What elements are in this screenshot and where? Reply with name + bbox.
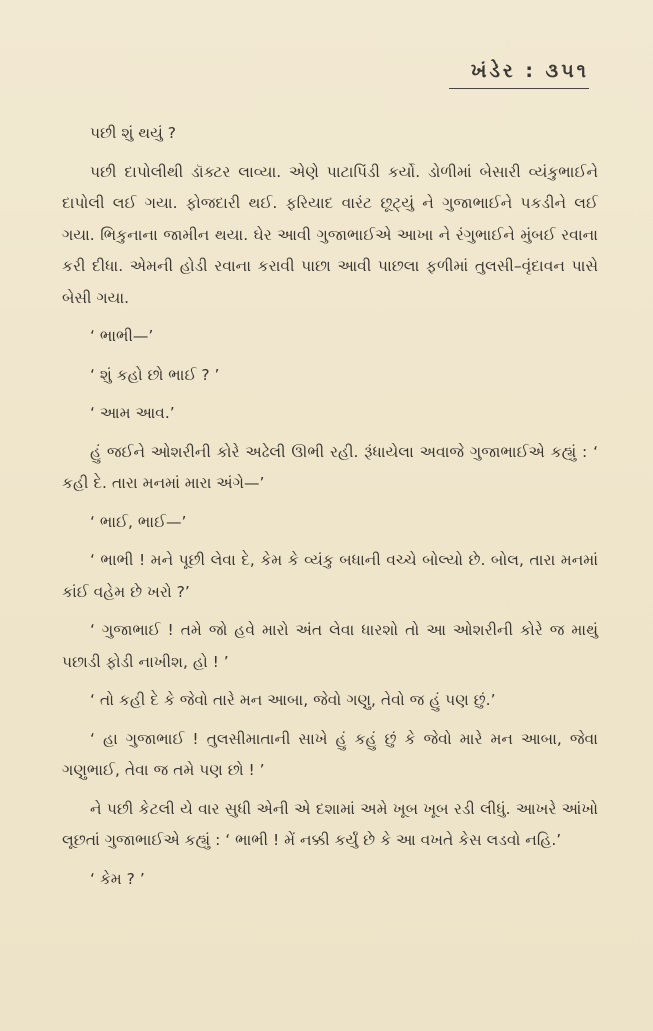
paragraph: ‘ ભાભી ! મને પૂછી લેવા દે, કેમ કે વ્યંકુ બધાની વચ્ચે બોલ્યો છે. બોલ, તારા મનમાં કાંઈ વહેમ છે ખરો ?’ <box>62 551 598 601</box>
paragraph: પછી શું થયું ? <box>90 124 177 142</box>
paragraph: ‘ ભાઈ, ભાઈ—’ <box>90 512 187 531</box>
paragraph: ‘ હા ગુજાભાઈ ! તુલસીમાતાની સાખે હું કહું છું કે જેવો મારે મન આબા, જેવા ગણુભાઈ, તેવા જ તમે પણ છો ! ’ <box>62 729 598 779</box>
page-number: ખંડેર : ૩૫૧ <box>470 60 589 82</box>
paragraph: ‘ કેમ ? ’ <box>90 869 145 888</box>
paragraph: હું જઈને ઓશરીની કોરે અઢેલી ઊભી રહી. રૂંધાયેલા અવાજે ગુજાભાઈએ કહ્યું : ‘ કહી દે. તારા મનમાં મારા અંગે—’ <box>62 442 598 492</box>
paragraph: ‘ ભાભી—’ <box>90 327 154 345</box>
paragraph: પછી દાપોલીથી ડૉક્ટર લાવ્યા. એણે પાટાપિંડી કર્યો. ડોળીમાં બેસારી વ્યંકુભાઈને દાપોલી લઈ ગયા. ફોજદારી થઈ. ફરિયાદ વારંટ છૂટ્યું ને ગુજાભાઈને પકડીને લઈ ગયા. ભિકુનાના જામીન થયા. ઘેર આવી ગુજાભાઈએ આખા ને રંગુભાઈને મુંબઈ રવાના કરી દીધા. એમની હોડી રવાના કરાવી પાછા આવી પાછલા ફળીમાં તુલસી–વૃંદાવન પાસે બેસી ગયા. <box>62 162 598 307</box>
paragraph: ‘ ગુજાભાઈ ! તમે જો હવે મારો અંત લેવા ધારશો તો આ ઓશરીની કોરે જ માથું પછાડી ફોડી નાખીશ, હો ! ’ <box>62 621 598 671</box>
paragraph: ‘ શું કહો છો ભાઈ ? ’ <box>90 365 220 384</box>
paragraph: ને પછી કેટલી યે વાર સુધી એની એ દશામાં અમે ખૂબ ખૂબ રડી લીધું. આખરે આંખો લૂછતાં ગુજાભાઈએ કહ્યું : ‘ ભાભી ! મેં નક્કી કર્યું છે કે આ વખતે કેસ લડવો નહિ.’ <box>62 799 598 849</box>
paragraph: ‘ આમ આવ.’ <box>90 404 175 422</box>
header-rule <box>449 88 589 89</box>
page-header <box>449 60 589 89</box>
body-text <box>62 118 598 902</box>
paragraph: ‘ તો કહી દે કે જેવો તારે મન આબા, જેવો ગણુ, તેવો જ હું પણ છું.’ <box>90 691 496 709</box>
